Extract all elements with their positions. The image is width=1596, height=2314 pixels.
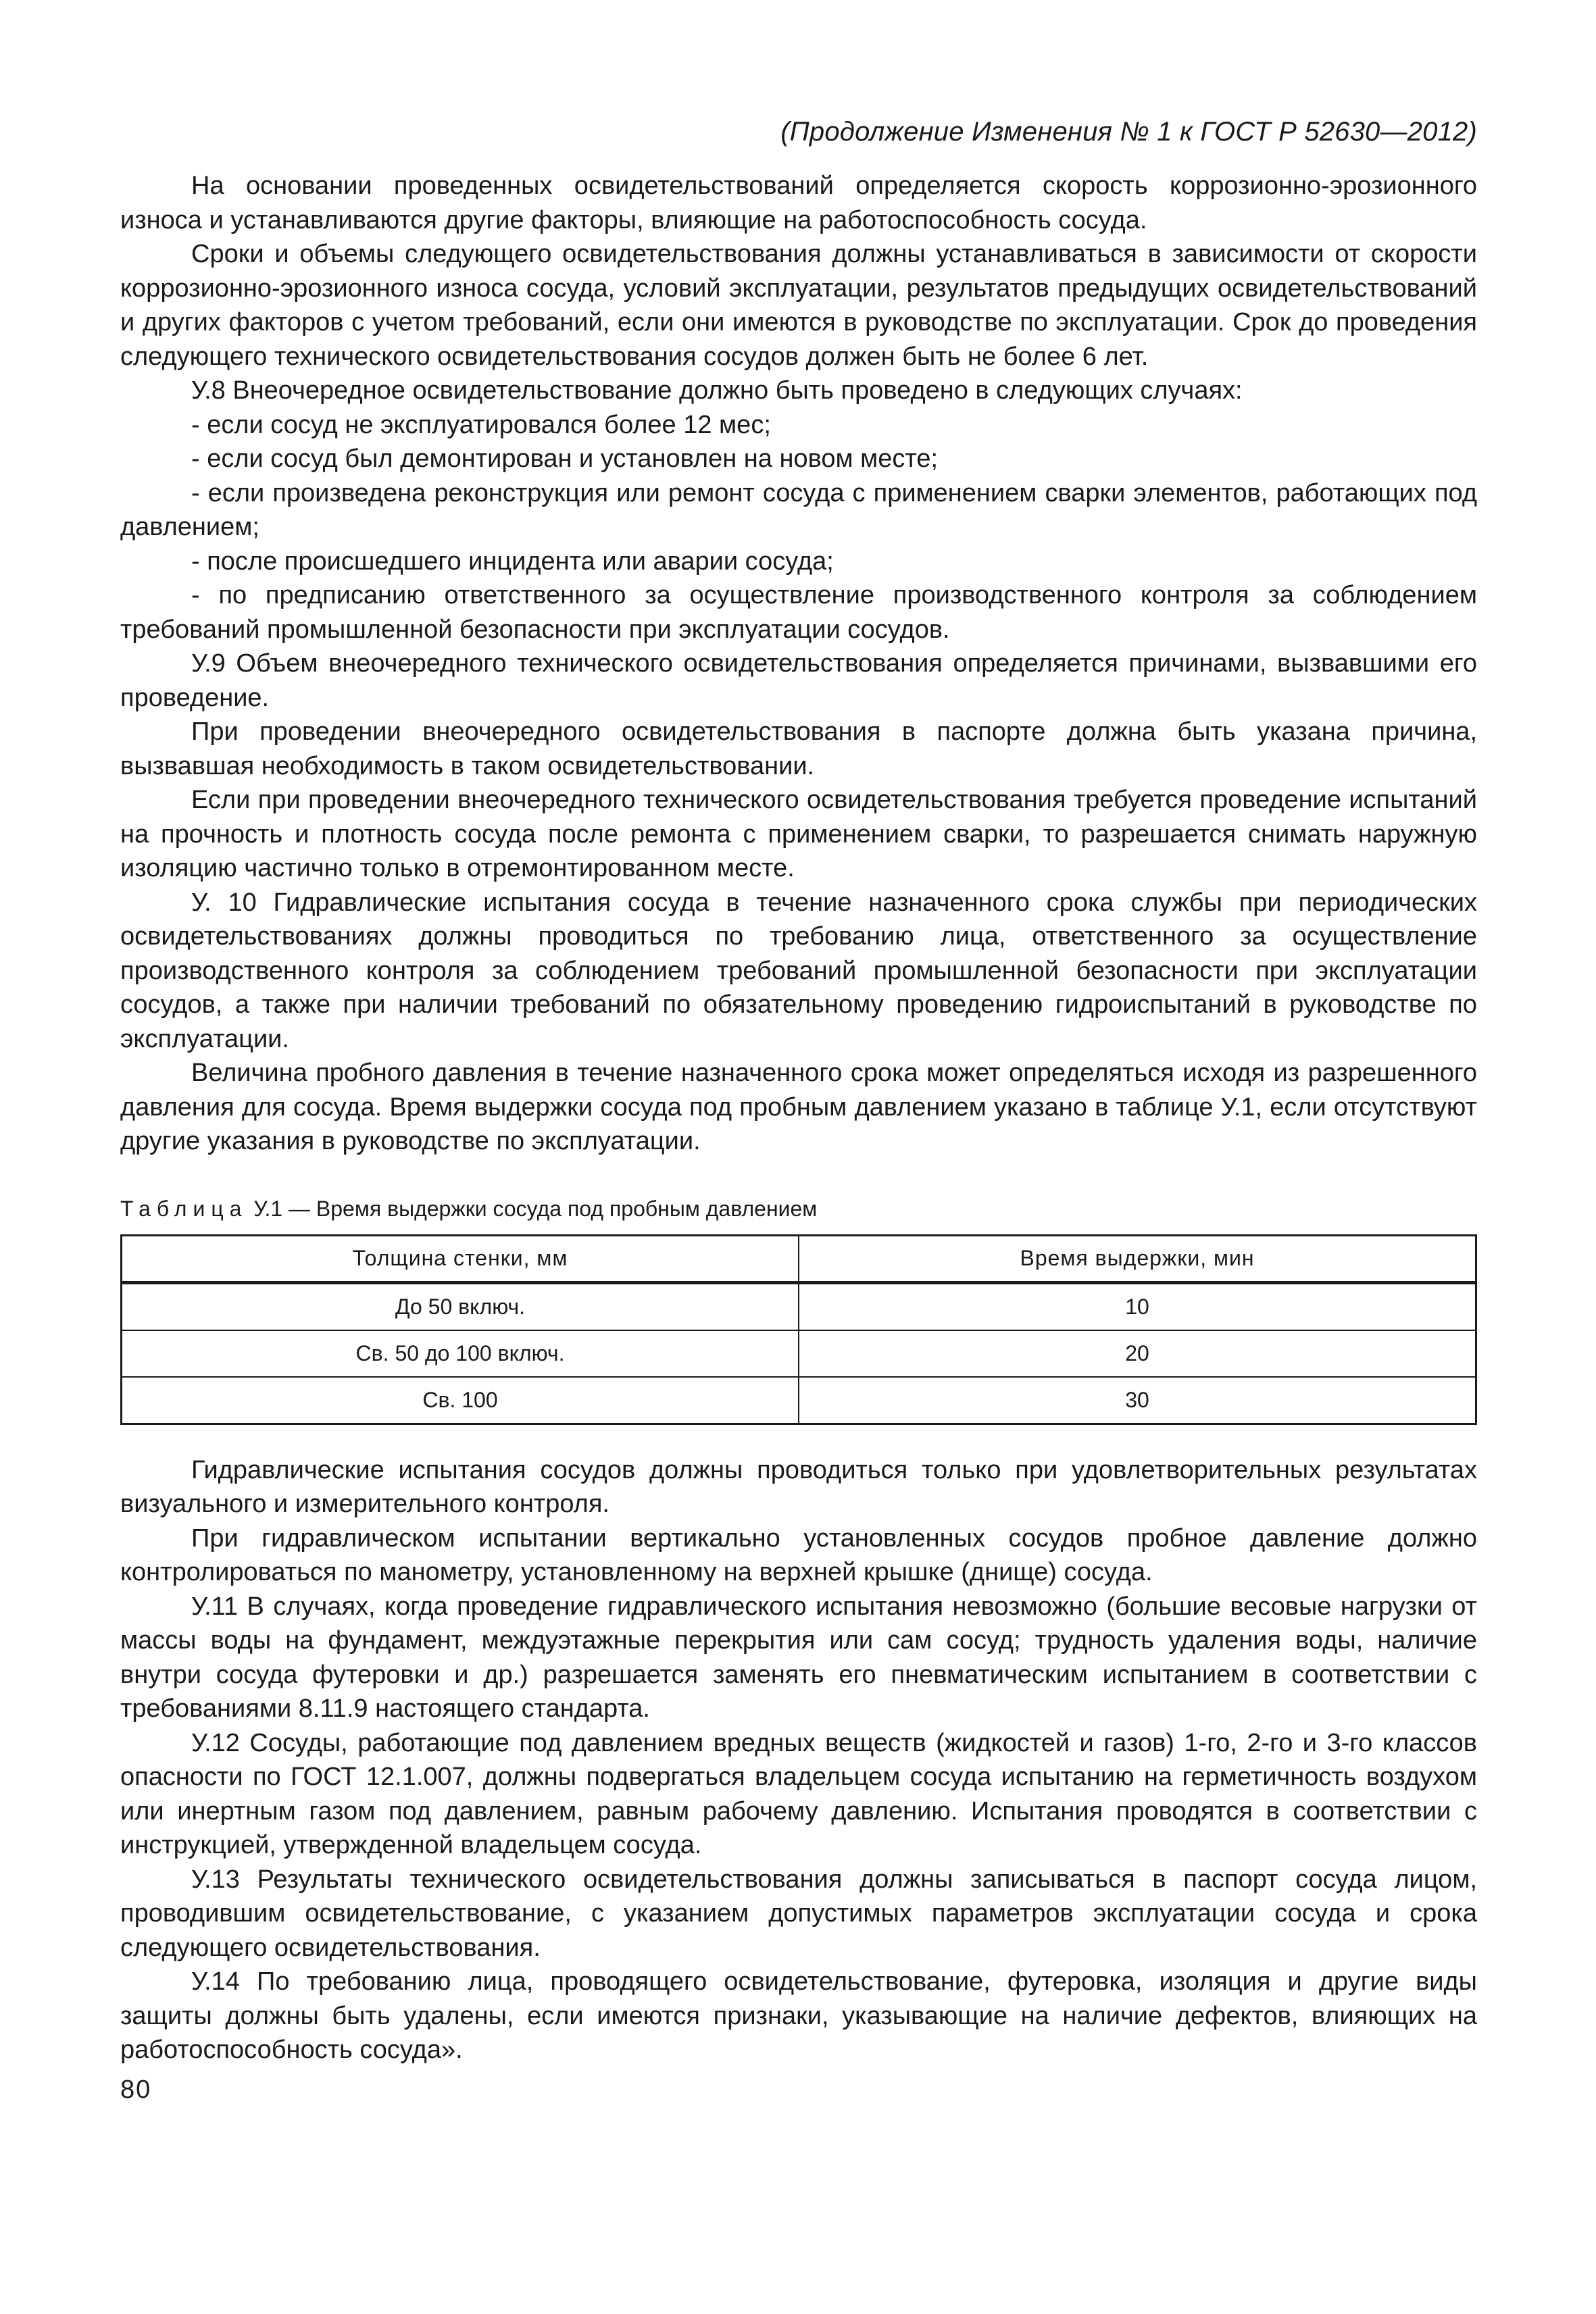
table-cell: 30: [799, 1377, 1476, 1424]
table-header-row: [122, 1235, 1476, 1282]
table-row: [122, 1282, 1476, 1330]
paragraph: При проведении внеочередного освидетельствования в паспорте должна быть указана причина, вызвавшая необходимость в таком освидетельствовании.: [120, 718, 1477, 780]
column-header-wall-thickness: Толщина стенки, мм: [122, 1235, 799, 1282]
column-header-hold-time: Время выдержки, мин: [799, 1235, 1476, 1282]
table-cell: Св. 100: [122, 1377, 799, 1424]
page-number: 80: [120, 2075, 152, 2104]
table-cell: 20: [799, 1330, 1476, 1377]
document-page: [120, 115, 1477, 2107]
table-cell: Св. 50 до 100 включ.: [122, 1330, 799, 1377]
clause-u8: У.8 Внеочередное освидетельствование должно быть проведено в следующих случаях:: [191, 376, 1243, 405]
clause-u14: У.14 По требованию лица, проводящего освидетельствование, футеровка, изоляция и другие виды защиты должны быть удалены, если имеются признаки, указывающие на наличие дефектов, влияющих на работоспособность сосуда».: [120, 1967, 1477, 2064]
list-item: - если сосуд не эксплуатировался более 12 мес;: [191, 410, 771, 439]
clause-u9: У.9 Объем внеочередного технического освидетельствования определяется причинами, вызвавшими его проведение.: [120, 649, 1477, 712]
table-caption: [120, 1194, 1477, 1224]
hold-time-table: [120, 1234, 1477, 1425]
table-cell: 10: [799, 1282, 1476, 1330]
table-cell: До 50 включ.: [122, 1282, 799, 1330]
clause-u12: У.12 Сосуды, работающие под давлением вредных веществ (жидкостей и газов) 1-го, 2-го и 3-го классов опасности по ГОСТ 12.1.007, должны подвергаться владельцем сосуда испытанию на герметичность воздухом или инертным газом под давлением, равным рабочему давлению. Испытания проводятся в соответствии с инструкцией, утвержденной владельцем сосуда.: [120, 1728, 1477, 1859]
paragraph: При гидравлическом испытании вертикально установленных сосудов пробное давление должно контролироваться по манометру, установленному на верхней крышке (днище) сосуда.: [120, 1524, 1477, 1586]
table-row: [122, 1330, 1476, 1377]
clause-u10: У. 10 Гидравлические испытания сосуда в течение назначенного срока службы при периодических освидетельствованиях должны проводиться по требованию лица, ответственного за осуществление производственного контроля за соблюдением требований промышленной безопасности при эксплуатации сосудов, а также при наличии требований по обязательному проведению гидроиспытаний в руководстве по эксплуатации.: [120, 888, 1477, 1053]
list-item: - если сосуд был демонтирован и установлен на новом месте;: [191, 445, 939, 473]
table-caption-label: Таблица: [120, 1196, 248, 1221]
clause-u13: У.13 Результаты технического освидетельствования должны записываться в паспорт сосуда лицом, проводившим освидетельствование, с указанием допустимых параметров эксплуатации сосуда и срока следующего освидетельствования.: [120, 1865, 1477, 1962]
paragraph: Сроки и объемы следующего освидетельствования должны устанавливаться в зависимости от скорости коррозионно-эрозионного износа сосуда, условий эксплуатации, результатов предыдущих освидетельствований и других факторов с учетом требований, если они имеются в руководстве по эксплуатации. Срок до проведения следующего технического освидетельствования сосудов должен быть не более 6 лет.: [120, 240, 1477, 371]
paragraph: Если при проведении внеочередного технического освидетельствования требуется проведение испытаний на прочность и плотность сосуда после ремонта с применением сварки, то разрешается снимать наружную изоляцию частично только в отремонтированном месте.: [120, 786, 1477, 882]
running-header: (Продолжение Изменения № 1 к ГОСТ Р 52630—2012): [780, 117, 1477, 147]
paragraph: На основании проведенных освидетельствований определяется скорость коррозионно-эрозионного износа и устанавливаются другие факторы, влияющие на работоспособность сосуда.: [120, 172, 1477, 234]
paragraph: Величина пробного давления в течение назначенного срока может определяться исходя из разрешенного давления для сосуда. Время выдержки сосуда под пробным давлением указано в таблице У.1, если отсутствуют другие указания в руководстве по эксплуатации.: [120, 1059, 1477, 1155]
list-item: - после происшедшего инцидента или аварии сосуда;: [191, 547, 834, 576]
table-caption-text: У.1 — Время выдержки сосуда под пробным давлением: [253, 1196, 818, 1221]
paragraph: Гидравлические испытания сосудов должны проводиться только при удовлетворительных результатах визуального и измерительного контроля.: [120, 1455, 1477, 1518]
list-item: - по предписанию ответственного за осуществление производственного контроля за соблюдением требований промышленной безопасности при эксплуатации сосудов.: [120, 581, 1477, 644]
list-item: - если произведена реконструкция или ремонт сосуда с применением сварки элементов, работающих под давлением;: [120, 478, 1477, 541]
clause-u11: У.11 В случаях, когда проведение гидравлического испытания невозможно (большие весовые нагрузки от массы воды на фундамент, междуэтажные перекрытия или сам сосуд; трудность удаления воды, наличие внутри сосуда футеровки и др.) разрешается заменять его пневматическим испытанием в соответствии с требованиями 8.11.9 настоящего стандарта.: [120, 1592, 1477, 1723]
table-row: [122, 1377, 1476, 1424]
